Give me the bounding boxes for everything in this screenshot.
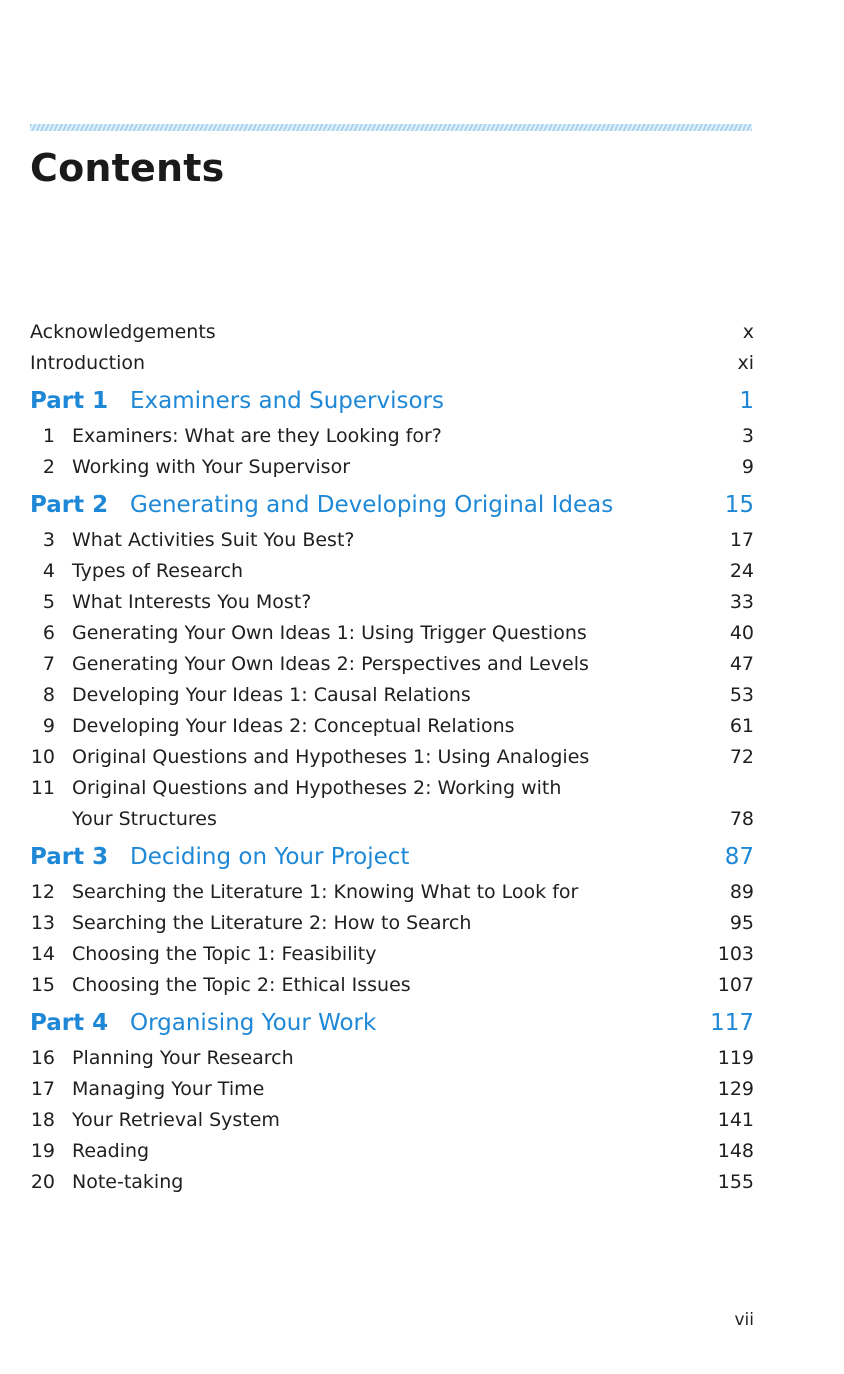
chapter-title: Developing Your Ideas 2: Conceptual Relations — [72, 715, 515, 737]
chapter-title: Examiners: What are they Looking for? — [72, 425, 442, 447]
chapter-title: Searching the Literature 1: Knowing What to Look for — [72, 881, 579, 903]
chapter-page: 89 — [729, 881, 754, 903]
chapter-entry[interactable] — [30, 878, 754, 909]
chapter-entry[interactable] — [30, 909, 754, 940]
chapter-page: 141 — [717, 1109, 754, 1131]
part-title: Examiners and Supervisors — [130, 388, 444, 414]
toc-entry-acknowledgements[interactable] — [30, 318, 754, 349]
chapter-number: 14 — [30, 943, 55, 965]
chapter-entry[interactable] — [30, 940, 754, 971]
chapter-number: 7 — [42, 653, 55, 675]
chapter-entry[interactable] — [30, 774, 754, 805]
chapter-entry[interactable] — [30, 1075, 754, 1106]
chapter-title: Choosing the Topic 1: Feasibility — [72, 943, 377, 965]
chapter-title: Original Questions and Hypotheses 1: Using Analogies — [72, 746, 590, 768]
chapter-page: 119 — [717, 1047, 754, 1069]
chapter-entry[interactable] — [30, 743, 754, 774]
part-heading-4[interactable] — [30, 1006, 754, 1044]
chapter-entry[interactable] — [30, 681, 754, 712]
chapter-page: 72 — [729, 746, 754, 768]
chapter-page: 40 — [729, 622, 754, 644]
chapter-number: 1 — [42, 425, 55, 447]
chapter-number: 3 — [42, 529, 55, 551]
chapter-number: 6 — [42, 622, 55, 644]
chapter-page: 3 — [741, 425, 754, 447]
part-number: Part 2 — [30, 492, 109, 518]
chapter-number: 9 — [42, 715, 55, 737]
chapter-page: 129 — [717, 1078, 754, 1100]
chapter-title: Note-taking — [72, 1171, 184, 1193]
chapter-number: 4 — [42, 560, 55, 582]
page-title: Contents — [30, 146, 225, 190]
chapter-title: Searching the Literature 2: How to Search — [72, 912, 472, 934]
decorative-rule — [30, 124, 752, 131]
part-title: Generating and Developing Original Ideas — [130, 492, 614, 518]
chapter-number: 13 — [30, 912, 55, 934]
part-number: Part 3 — [30, 844, 109, 870]
chapter-entry[interactable] — [30, 1106, 754, 1137]
part-title: Organising Your Work — [130, 1010, 377, 1036]
chapter-number: 16 — [30, 1047, 55, 1069]
chapter-number: 17 — [30, 1078, 55, 1100]
chapter-page: 24 — [729, 560, 754, 582]
part-page: 87 — [724, 844, 754, 870]
chapter-page: 107 — [717, 974, 754, 996]
chapter-title: What Interests You Most? — [72, 591, 312, 613]
chapter-page: 53 — [729, 684, 754, 706]
chapter-number: 19 — [30, 1140, 55, 1162]
chapter-page: 61 — [729, 715, 754, 737]
chapter-entry[interactable] — [30, 712, 754, 743]
chapter-page: 47 — [729, 653, 754, 675]
toc-entry-introduction[interactable] — [30, 349, 754, 380]
chapter-entry[interactable] — [30, 1168, 754, 1199]
part-number: Part 1 — [30, 388, 109, 414]
chapter-entry[interactable] — [30, 619, 754, 650]
entry-page: x — [742, 321, 754, 343]
chapter-page: 78 — [729, 808, 754, 830]
chapter-title: Working with Your Supervisor — [72, 456, 351, 478]
chapter-number: 2 — [42, 456, 55, 478]
chapter-title: Managing Your Time — [72, 1078, 265, 1100]
entry-page: xi — [737, 352, 754, 374]
chapter-entry[interactable] — [30, 1137, 754, 1168]
chapter-page: 155 — [717, 1171, 754, 1193]
chapter-page: 9 — [741, 456, 754, 478]
part-page: 117 — [710, 1010, 754, 1036]
chapter-number: 8 — [42, 684, 55, 706]
chapter-number: 5 — [42, 591, 55, 613]
chapter-number: 12 — [30, 881, 55, 903]
entry-title: Acknowledgements — [30, 321, 216, 343]
chapter-entry[interactable] — [30, 526, 754, 557]
part-page: 15 — [724, 492, 754, 518]
chapter-entry[interactable] — [30, 650, 754, 681]
chapter-page: 148 — [717, 1140, 754, 1162]
chapter-page: 17 — [729, 529, 754, 551]
chapter-title-continuation: Your Structures — [72, 808, 217, 830]
chapter-number: 15 — [30, 974, 55, 996]
chapter-title: Types of Research — [72, 560, 244, 582]
chapter-title: Original Questions and Hypotheses 2: Working with — [72, 777, 562, 799]
chapter-number: 18 — [30, 1109, 55, 1131]
part-heading-2[interactable] — [30, 488, 754, 526]
entry-title: Introduction — [30, 352, 146, 374]
chapter-page: 33 — [729, 591, 754, 613]
chapter-entry[interactable] — [30, 588, 754, 619]
part-heading-3[interactable] — [30, 840, 754, 878]
part-title: Deciding on Your Project — [130, 844, 410, 870]
chapter-page: 95 — [729, 912, 754, 934]
chapter-title: Your Retrieval System — [72, 1109, 280, 1131]
chapter-entry[interactable] — [30, 1044, 754, 1075]
chapter-entry-continuation[interactable] — [30, 805, 754, 836]
part-number: Part 4 — [30, 1010, 109, 1036]
chapter-entry[interactable] — [30, 453, 754, 484]
chapter-title: Planning Your Research — [72, 1047, 294, 1069]
chapter-entry[interactable] — [30, 971, 754, 1002]
chapter-entry[interactable] — [30, 557, 754, 588]
chapter-title: Reading — [72, 1140, 150, 1162]
chapter-title: What Activities Suit You Best? — [72, 529, 355, 551]
chapter-page: 103 — [717, 943, 754, 965]
chapter-number: 10 — [30, 746, 55, 768]
chapter-title: Developing Your Ideas 1: Causal Relations — [72, 684, 471, 706]
part-page: 1 — [739, 388, 754, 414]
chapter-title: Generating Your Own Ideas 2: Perspectives and Levels — [72, 653, 589, 675]
chapter-title: Choosing the Topic 2: Ethical Issues — [72, 974, 411, 996]
chapter-entry[interactable] — [30, 422, 754, 453]
table-of-contents — [30, 318, 754, 1199]
chapter-title: Generating Your Own Ideas 1: Using Trigger Questions — [72, 622, 587, 644]
chapter-number: 11 — [30, 777, 55, 799]
part-heading-1[interactable] — [30, 384, 754, 422]
page-number: vii — [734, 1310, 754, 1330]
chapter-number: 20 — [30, 1171, 55, 1193]
